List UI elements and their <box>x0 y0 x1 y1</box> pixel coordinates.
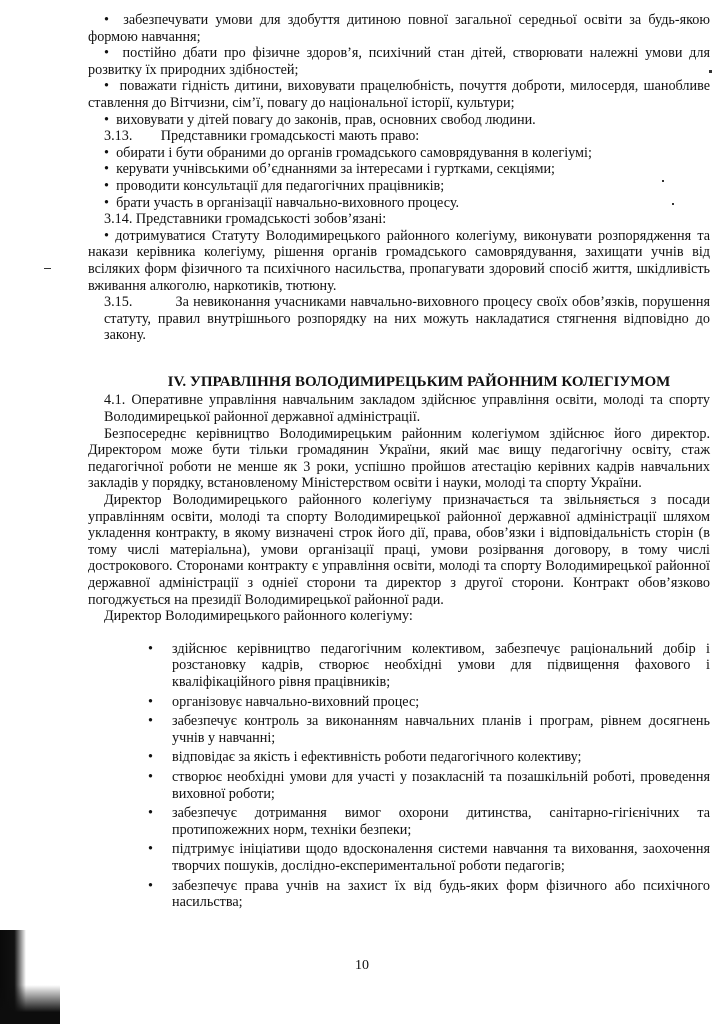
bullet-paragraph <box>88 228 710 294</box>
section-heading: IV. УПРАВЛІННЯ ВОЛОДИМИРЕЦЬКИМ РАЙОННИМ КОЛЕГІУМОМ <box>167 373 671 390</box>
page-number: 10 <box>355 958 369 973</box>
bullet-paragraph <box>88 161 710 178</box>
bullet-icon: • <box>104 111 109 128</box>
section-text: За невиконання учасниками навчально-виховного процесу своїх обов’язків, порушення статуту, правил внутрішнього розпорядку на них можуть накладатися стягнення відповідно до закону. <box>104 294 710 344</box>
scan-edge-shadow-bottom <box>0 985 60 1024</box>
bullet-icon: • <box>148 877 153 894</box>
list-item: • забезпечує дотримання вимог охорони дитинства, санітарно-гігієнічних та протипожежних норм, техніки безпеки; <box>148 805 710 838</box>
paragraph-4-1: 4.1. Оперативне управління навчальним закладом здійснює управління освіти, молоді та спорту Володимирецької районної державної адміністрації. <box>104 392 710 426</box>
paragraph-appointment: Директор Володимирецького районного колегіуму призначається та звільняється з посади управлінням освіти, молоді та спорту Володимирецької районної державної адміністрації шляхом укладення контракту, в якому визначені строк його дії, права, обов’язки і відповідальність сторін (в тому числі матеріальна), умови організації праці, умови розірвання договору, в тому числі дострокового. Сторонами контракту є управління освіти, молоді та спорту Володимирецької районної державної адміністрації з одніеї сторони та директор з другої сторони. Контракт обов’язково погоджується на президії Володимирецької районної ради. <box>88 492 710 608</box>
bullet-text: дотримуватися Статуту Володимирецького районного колегіуму, виконувати розпорядження та накази керівника колегіуму, рішення органів громадського самоврядування, захищати учнів від всіляких форм фізичного та психічного насильства, пропагувати здоровий спосіб життя, шкідливість вживання алкоголю, наркотиків, тютюну. <box>88 227 710 294</box>
list-item: • забезпечує права учнів на захист їх від будь-яких форм фізичного або психічного насильства; <box>148 877 710 911</box>
section-3-13 <box>88 128 710 145</box>
list-item: • організовує навчально-виховний процес; <box>148 693 420 710</box>
bullet-paragraph <box>88 195 710 212</box>
bullet-paragraph <box>88 178 710 195</box>
director-duties-list <box>88 641 710 911</box>
section-3-14: 3.14. Представники громадськості зобов’язані: <box>104 211 387 228</box>
bullet-icon: • <box>148 713 153 730</box>
bullet-icon: • <box>104 144 109 161</box>
bullet-text: виховувати у дітей повагу до законів, прав, основних свобод людини. <box>116 111 536 128</box>
list-item: • здійснює керівництво педагогічним колективом, забезпечує раціональний добір і розстановку кадрів, створює необхідні умови для підвищення фахового і кваліфікаційного рівня працівників; <box>148 640 710 690</box>
bullet-icon: • <box>148 749 153 766</box>
bullet-text: постійно дбати про фізичне здоров’я, психічний стан дітей, створювати належні умови для розвитку їх природних здібностей; <box>88 45 710 78</box>
list-item: • підтримує ініціативи щодо вдосконалення системи навчання та виховання, заохочення творчих пошуків, дослідно-експериментальної роботи педагогів; <box>148 841 710 874</box>
paragraph-director: Безпосереднє керівництво Володимирецьким районним колегіумом здійснює його директор. Директором може бути тільки громадянин України, який має вищу педагогічну освіту, стаж педагогічної роботи не менше як 3 роки, успішно пройшов атестацію керівних кадрів навчальних закладів у порядку, встановленому Міністерством освіти і науки, молоді та спорту України. <box>88 425 710 492</box>
section-text: Представники громадськості мають право: <box>160 128 420 145</box>
list-item: • забезпечує контроль за виконанням навчальних планів і програм, рівнем досягнень учнів у навчанні; <box>148 713 710 746</box>
scan-speck <box>44 268 51 269</box>
bullet-icon: • <box>148 693 153 710</box>
bullet-paragraph <box>88 12 710 45</box>
bullet-icon: • <box>104 78 109 95</box>
bullet-paragraph <box>88 45 710 78</box>
bullet-icon: • <box>104 12 109 28</box>
bullet-text: поважати гідність дитини, виховувати працелюбність, почуття доброти, милосердя, шанобливе ставлення до Вітчизни, сім’ї, повагу до національної історії, культури; <box>88 78 711 111</box>
bullet-icon: • <box>148 805 153 822</box>
bullet-text: проводити консультації для педагогічних працівників; <box>116 177 445 194</box>
bullet-paragraph <box>88 112 710 129</box>
bullet-icon: • <box>104 227 109 244</box>
paragraph-director-intro: Директор Володимирецького районного колегіуму: <box>104 608 413 625</box>
section-number: 3.13. <box>104 128 133 145</box>
bullet-icon: • <box>148 841 153 858</box>
list-item: • відповідає за якість і ефективність роботи педагогічного колективу; <box>148 749 582 766</box>
bullet-icon: • <box>104 161 109 178</box>
bullet-paragraph <box>88 145 710 162</box>
bullet-icon: • <box>148 640 153 657</box>
bullet-icon: • <box>104 45 109 62</box>
section-3-15 <box>88 294 710 344</box>
bullet-icon: • <box>148 768 153 785</box>
bullet-text: брати участь в організації навчально-виховного процесу. <box>116 194 460 211</box>
bullet-text: забезпечувати умови для здобуття дитиною повної загальної середньої освіти за будь-якою формою навчання; <box>88 12 710 45</box>
bullet-text: обирати і бути обраними до органів громадського самоврядування в колегіумі; <box>116 144 592 161</box>
bullet-icon: • <box>104 194 109 211</box>
bullet-text: керувати учнівськими об’єднаннями за інтересами і гуртками, секціями; <box>116 161 555 178</box>
document-body <box>88 12 710 914</box>
list-item: • створює необхідні умови для участі у позакласній та позашкільній роботі, проведення виховної роботи; <box>148 768 710 802</box>
bullet-paragraph <box>88 78 710 111</box>
bullet-icon: • <box>104 177 109 194</box>
section-number: 3.15. <box>104 294 133 311</box>
